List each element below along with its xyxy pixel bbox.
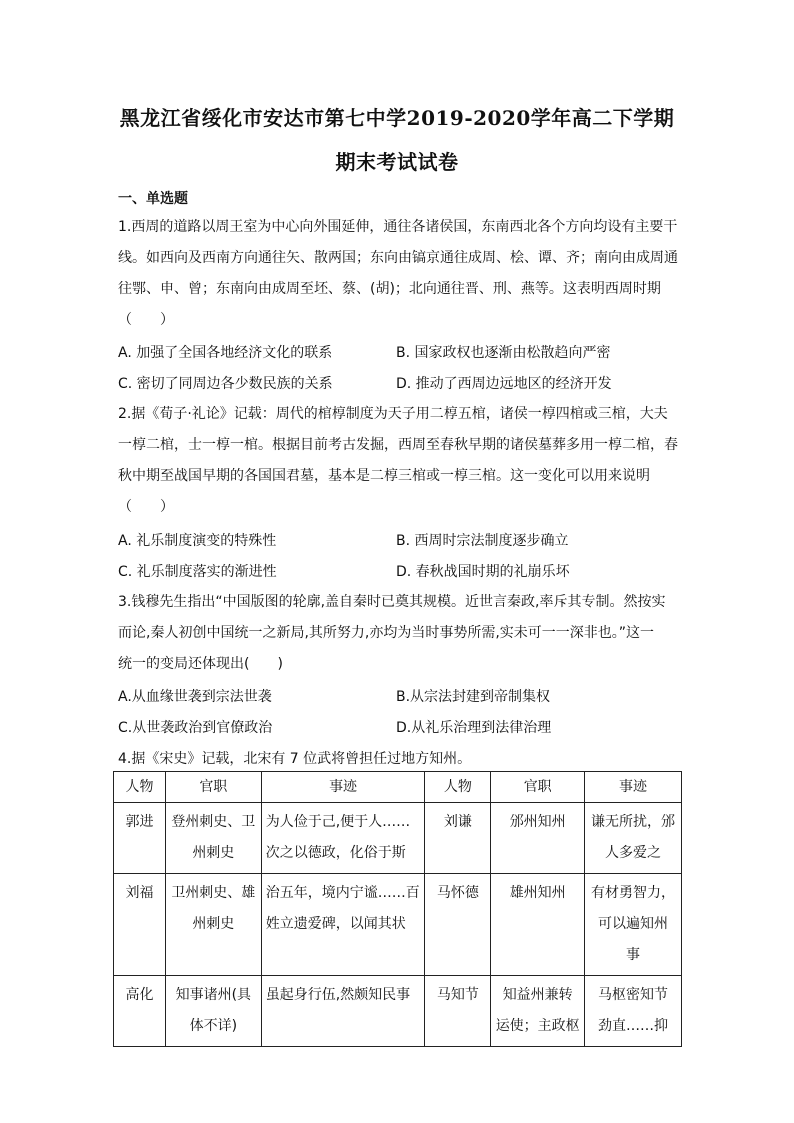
cell-line: 虽起身行伍,然颇知民事	[265, 987, 411, 1003]
cell-line: 州刺史	[192, 845, 235, 861]
page-subtitle: 期末考试试卷	[335, 150, 459, 174]
cell-line: 治五年，境内宁谧……百	[265, 885, 420, 901]
q2-option-b: B. 西周时宗法制度逐步确立	[396, 533, 569, 549]
q3-option-c: C.从世袭政治到官僚政治	[118, 720, 273, 736]
header-cell: 官职	[491, 772, 585, 803]
q2-option-d: D. 春秋战国时期的礼崩乐坏	[396, 564, 570, 580]
question-line: （ ）	[118, 499, 174, 515]
cell-line: 人多爱之	[605, 845, 662, 861]
question-line: 统一的变局还体现出( )	[118, 656, 283, 672]
question-1	[118, 212, 678, 336]
q1-option-c: C. 密切了同周边各少数民族的关系	[118, 376, 333, 392]
header-cell: 人物	[114, 772, 166, 803]
q3-option-d: D.从礼乐治理到法律治理	[396, 720, 552, 736]
question-line: 线。如西向及西南方向通往矢、散两国；东向由镐京通往成周、桧、谭、齐；南向由成周通	[118, 250, 678, 266]
person-cell: 郭进	[114, 803, 166, 874]
q2-option-a: A. 礼乐制度演变的特殊性	[118, 533, 277, 549]
table-row	[114, 976, 682, 1047]
section-heading: 一、单选题	[118, 191, 188, 207]
question-line: 2.据《荀子·礼论》记载：周代的棺椁制度为天子用二椁五棺，诸侯一椁四棺或三棺，大夫	[118, 406, 668, 422]
header-cell: 人物	[425, 772, 491, 803]
page-title: 黑龙江省绥化市安达市第七中学2019-2020学年高二下学期	[119, 106, 675, 130]
q1-option-d: D. 推动了西周边远地区的经济开发	[396, 376, 612, 392]
deeds-cell	[261, 803, 425, 874]
cell-line: 可以遍知州	[598, 916, 669, 932]
person-cell: 马怀德	[425, 874, 491, 976]
deeds-cell	[261, 976, 425, 1047]
q1-option-b: B. 国家政权也逐渐由松散趋向严密	[396, 345, 611, 361]
cell-line: 登州刺史、卫	[171, 814, 256, 830]
cell-line: 事	[626, 947, 641, 963]
q3-option-a: A.从血缘世袭到宗法世袭	[118, 689, 272, 705]
question-line: 一椁二棺，士一椁一棺。根据目前考古发掘，西周至春秋早期的诸侯墓葬多用一椁二棺，春	[118, 437, 678, 453]
deeds-cell	[585, 874, 682, 976]
office-cell	[491, 874, 585, 976]
question-2	[118, 399, 678, 523]
question-line: 秋中期至战国早期的各国国君墓，基本是二椁三棺或一椁三棺。这一变化可以用来说明	[118, 468, 650, 484]
q2-option-c: C. 礼乐制度落实的渐进性	[118, 564, 277, 580]
cell-line: 卫州刺史、雄	[171, 885, 256, 901]
question-line: 往鄂、申、曾；东南向由成周至坯、蔡、(胡)；北向通往晋、刑、燕等。这表明西周时期	[118, 281, 661, 297]
office-cell	[165, 976, 261, 1047]
header-cell: 事迹	[585, 772, 682, 803]
table-row	[114, 803, 682, 874]
cell-line: 姓立遗爱碑，以闻其状	[265, 916, 406, 932]
table-header-row	[114, 772, 682, 803]
office-cell	[165, 874, 261, 976]
cell-line: 州刺史	[192, 916, 235, 932]
history-table	[113, 771, 682, 1047]
person-cell: 马知节	[425, 976, 491, 1047]
q1-option-a: A. 加强了全国各地经济文化的联系	[118, 345, 333, 361]
question-line: （ ）	[118, 312, 174, 328]
cell-line: 马枢密知节	[598, 987, 669, 1003]
q3-option-b: B.从宗法封建到帝制集权	[396, 689, 551, 705]
header-cell: 官职	[165, 772, 261, 803]
office-cell	[491, 803, 585, 874]
office-cell	[165, 803, 261, 874]
office-cell	[491, 976, 585, 1047]
cell-line: 运使；主政枢	[495, 1018, 580, 1034]
deeds-cell	[261, 874, 425, 976]
person-cell: 刘福	[114, 874, 166, 976]
question-4-intro: 4.据《宋史》记载，北宋有 7 位武将曾担任过地方知州。	[118, 751, 472, 767]
person-cell: 刘谦	[425, 803, 491, 874]
question-line: 3.钱穆先生指出“中国版图的轮廓,盖自秦时已奠其规模。近世言秦政,率斥其专制。然按实	[118, 594, 666, 610]
cell-line: 次之以德政，化俗于斯	[265, 845, 406, 861]
cell-line: 知事诸州(具	[175, 987, 252, 1003]
cell-line: 知益州兼转	[502, 987, 573, 1003]
cell-line: 有材勇智力，	[591, 885, 676, 901]
deeds-cell	[585, 803, 682, 874]
cell-line: 谦无所扰，邠	[591, 814, 676, 830]
cell-line: 体不详)	[189, 1018, 238, 1034]
question-3	[118, 587, 678, 680]
cell-line: 邠州知州	[509, 814, 566, 830]
cell-line: 劲直……抑	[598, 1018, 669, 1034]
question-line: 1.西周的道路以周王室为中心向外围延伸，通往各诸侯国，东南西北各个方向均设有主要干	[118, 219, 678, 235]
cell-line: 为人俭于己,便于人……	[265, 814, 411, 830]
question-line: 而论,秦人初创中国统一之新局,其所努力,亦均为当时事势所需,实未可一一深非也。”这一	[118, 625, 655, 641]
person-cell: 高化	[114, 976, 166, 1047]
table-row	[114, 874, 682, 976]
cell-line: 雄州知州	[509, 885, 566, 901]
deeds-cell	[585, 976, 682, 1047]
header-cell: 事迹	[261, 772, 425, 803]
